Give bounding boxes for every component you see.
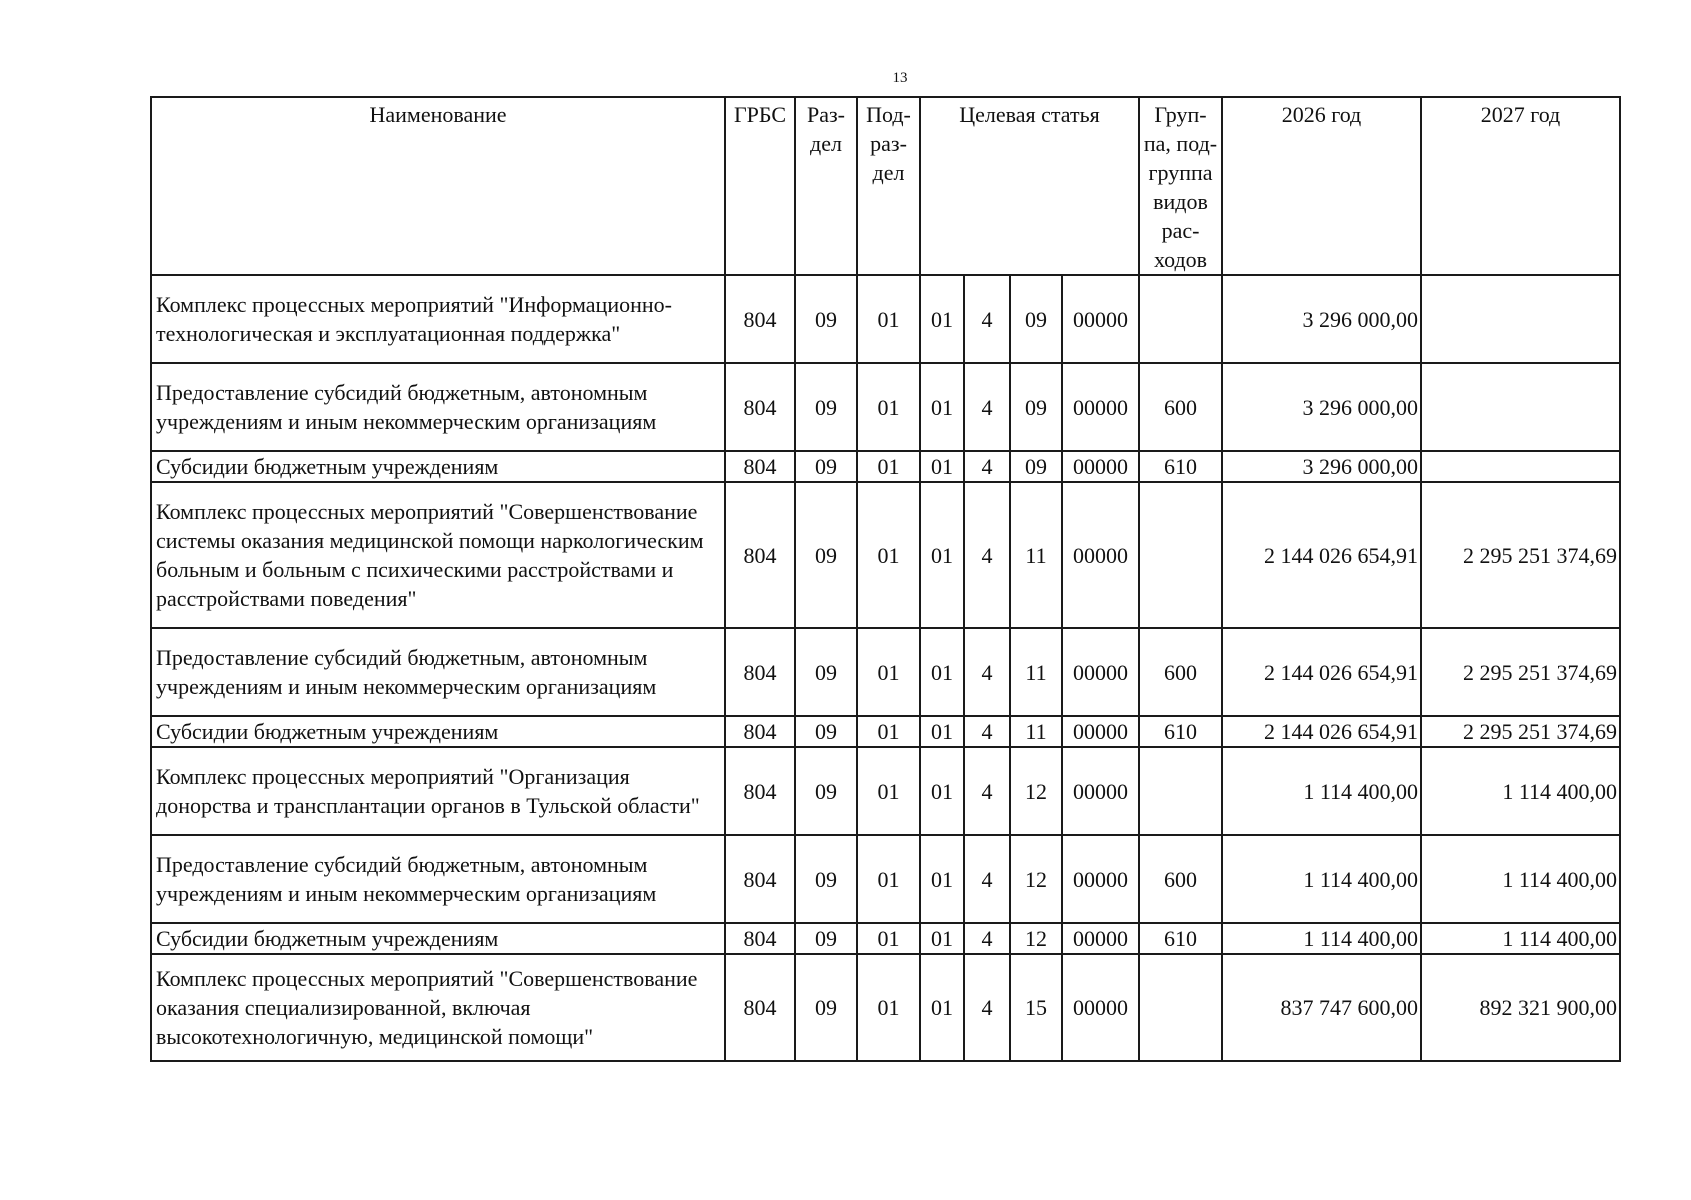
target-article-part-1: 01	[920, 835, 964, 923]
podrazdel-code: 01	[857, 482, 920, 628]
grbs-code: 804	[725, 923, 795, 954]
target-article-part-4: 00000	[1062, 747, 1139, 835]
grbs-code: 804	[725, 363, 795, 451]
amount-2026: 837 747 600,00	[1222, 954, 1421, 1061]
row-name: Предоставление субсидий бюджетным, автономным учреждениям и иным некоммерческим организациям	[151, 363, 725, 451]
target-article-part-1: 01	[920, 923, 964, 954]
target-article-part-2: 4	[964, 716, 1010, 747]
target-article-part-2: 4	[964, 747, 1010, 835]
target-article-part-4: 00000	[1062, 451, 1139, 482]
header-year-2026: 2026 год	[1222, 97, 1421, 275]
target-article-part-2: 4	[964, 923, 1010, 954]
target-article-part-1: 01	[920, 451, 964, 482]
target-article-part-3: 12	[1010, 747, 1062, 835]
amount-2026: 3 296 000,00	[1222, 275, 1421, 363]
target-article-part-4: 00000	[1062, 275, 1139, 363]
target-article-part-1: 01	[920, 363, 964, 451]
page-number: 13	[892, 70, 908, 86]
razdel-code: 09	[795, 363, 857, 451]
razdel-code: 09	[795, 716, 857, 747]
razdel-code: 09	[795, 747, 857, 835]
header-grbs: ГРБС	[725, 97, 795, 275]
target-article-part-4: 00000	[1062, 923, 1139, 954]
header-expense-group: Груп- па, под- группа видов рас- ходов	[1139, 97, 1222, 275]
expense-group-code: 600	[1139, 363, 1222, 451]
target-article-part-2: 4	[964, 451, 1010, 482]
target-article-part-4: 00000	[1062, 716, 1139, 747]
expense-group-code: 610	[1139, 451, 1222, 482]
header-target-article: Целевая статья	[920, 97, 1139, 275]
row-name: Комплекс процессных мероприятий "Информационно-технологическая и эксплуатационная поддержка"	[151, 275, 725, 363]
razdel-code: 09	[795, 482, 857, 628]
razdel-code: 09	[795, 451, 857, 482]
podrazdel-code: 01	[857, 716, 920, 747]
table-row	[151, 275, 1620, 363]
razdel-code: 09	[795, 954, 857, 1061]
target-article-part-3: 11	[1010, 716, 1062, 747]
table-row	[151, 747, 1620, 835]
target-article-part-4: 00000	[1062, 363, 1139, 451]
row-name: Предоставление субсидий бюджетным, автономным учреждениям и иным некоммерческим организациям	[151, 835, 725, 923]
header-podrazdel: Под- раз- дел	[857, 97, 920, 275]
table-row	[151, 954, 1620, 1061]
razdel-code: 09	[795, 628, 857, 716]
budget-table	[150, 96, 1621, 1062]
target-article-part-2: 4	[964, 628, 1010, 716]
target-article-part-4: 00000	[1062, 954, 1139, 1061]
target-article-part-3: 09	[1010, 451, 1062, 482]
table-row	[151, 628, 1620, 716]
target-article-part-4: 00000	[1062, 835, 1139, 923]
expense-group-code	[1139, 275, 1222, 363]
target-article-part-3: 12	[1010, 923, 1062, 954]
table-row	[151, 923, 1620, 954]
razdel-code: 09	[795, 275, 857, 363]
expense-group-code: 600	[1139, 835, 1222, 923]
expense-group-code: 610	[1139, 923, 1222, 954]
row-name: Комплекс процессных мероприятий "Совершенствование оказания специализированной, включая высокотехнологичную, медицинской помощи"	[151, 954, 725, 1061]
amount-2026: 1 114 400,00	[1222, 747, 1421, 835]
target-article-part-3: 11	[1010, 628, 1062, 716]
target-article-part-1: 01	[920, 716, 964, 747]
amount-2027	[1421, 451, 1620, 482]
amount-2027: 2 295 251 374,69	[1421, 716, 1620, 747]
podrazdel-code: 01	[857, 363, 920, 451]
amount-2027: 2 295 251 374,69	[1421, 482, 1620, 628]
grbs-code: 804	[725, 954, 795, 1061]
row-name: Субсидии бюджетным учреждениям	[151, 716, 725, 747]
amount-2027: 892 321 900,00	[1421, 954, 1620, 1061]
amount-2027: 2 295 251 374,69	[1421, 628, 1620, 716]
amount-2027	[1421, 363, 1620, 451]
amount-2027: 1 114 400,00	[1421, 835, 1620, 923]
header-year-2027: 2027 год	[1421, 97, 1620, 275]
podrazdel-code: 01	[857, 923, 920, 954]
podrazdel-code: 01	[857, 835, 920, 923]
row-name: Предоставление субсидий бюджетным, автономным учреждениям и иным некоммерческим организациям	[151, 628, 725, 716]
podrazdel-code: 01	[857, 275, 920, 363]
amount-2026: 2 144 026 654,91	[1222, 716, 1421, 747]
target-article-part-1: 01	[920, 628, 964, 716]
expense-group-code	[1139, 954, 1222, 1061]
table-row	[151, 451, 1620, 482]
table-row	[151, 835, 1620, 923]
grbs-code: 804	[725, 451, 795, 482]
amount-2026: 1 114 400,00	[1222, 923, 1421, 954]
row-name: Субсидии бюджетным учреждениям	[151, 451, 725, 482]
amount-2027: 1 114 400,00	[1421, 923, 1620, 954]
target-article-part-3: 11	[1010, 482, 1062, 628]
podrazdel-code: 01	[857, 451, 920, 482]
grbs-code: 804	[725, 747, 795, 835]
target-article-part-2: 4	[964, 954, 1010, 1061]
grbs-code: 804	[725, 716, 795, 747]
grbs-code: 804	[725, 835, 795, 923]
row-name: Комплекс процессных мероприятий "Совершенствование системы оказания медицинской помощи наркологическим больным и больным с психическими расстройствами и расстройствами поведения"	[151, 482, 725, 628]
header-row	[151, 97, 1620, 275]
amount-2027	[1421, 275, 1620, 363]
podrazdel-code: 01	[857, 628, 920, 716]
target-article-part-3: 12	[1010, 835, 1062, 923]
row-name: Субсидии бюджетным учреждениям	[151, 923, 725, 954]
expense-group-code: 600	[1139, 628, 1222, 716]
target-article-part-4: 00000	[1062, 628, 1139, 716]
podrazdel-code: 01	[857, 747, 920, 835]
amount-2026: 2 144 026 654,91	[1222, 482, 1421, 628]
row-name: Комплекс процессных мероприятий "Организация донорства и трансплантации органов в Тульской области"	[151, 747, 725, 835]
podrazdel-code: 01	[857, 954, 920, 1061]
target-article-part-3: 09	[1010, 363, 1062, 451]
target-article-part-3: 15	[1010, 954, 1062, 1061]
amount-2027: 1 114 400,00	[1421, 747, 1620, 835]
grbs-code: 804	[725, 628, 795, 716]
target-article-part-1: 01	[920, 747, 964, 835]
expense-group-code	[1139, 482, 1222, 628]
target-article-part-3: 09	[1010, 275, 1062, 363]
target-article-part-2: 4	[964, 363, 1010, 451]
expense-group-code	[1139, 747, 1222, 835]
table-row	[151, 716, 1620, 747]
target-article-part-1: 01	[920, 954, 964, 1061]
amount-2026: 2 144 026 654,91	[1222, 628, 1421, 716]
grbs-code: 804	[725, 482, 795, 628]
target-article-part-1: 01	[920, 482, 964, 628]
header-name: Наименование	[151, 97, 725, 275]
target-article-part-1: 01	[920, 275, 964, 363]
amount-2026: 3 296 000,00	[1222, 451, 1421, 482]
header-razdel: Раз- дел	[795, 97, 857, 275]
target-article-part-4: 00000	[1062, 482, 1139, 628]
target-article-part-2: 4	[964, 275, 1010, 363]
expense-group-code: 610	[1139, 716, 1222, 747]
grbs-code: 804	[725, 275, 795, 363]
target-article-part-2: 4	[964, 482, 1010, 628]
table-row	[151, 482, 1620, 628]
target-article-part-2: 4	[964, 835, 1010, 923]
razdel-code: 09	[795, 835, 857, 923]
amount-2026: 3 296 000,00	[1222, 363, 1421, 451]
razdel-code: 09	[795, 923, 857, 954]
amount-2026: 1 114 400,00	[1222, 835, 1421, 923]
table-row	[151, 363, 1620, 451]
